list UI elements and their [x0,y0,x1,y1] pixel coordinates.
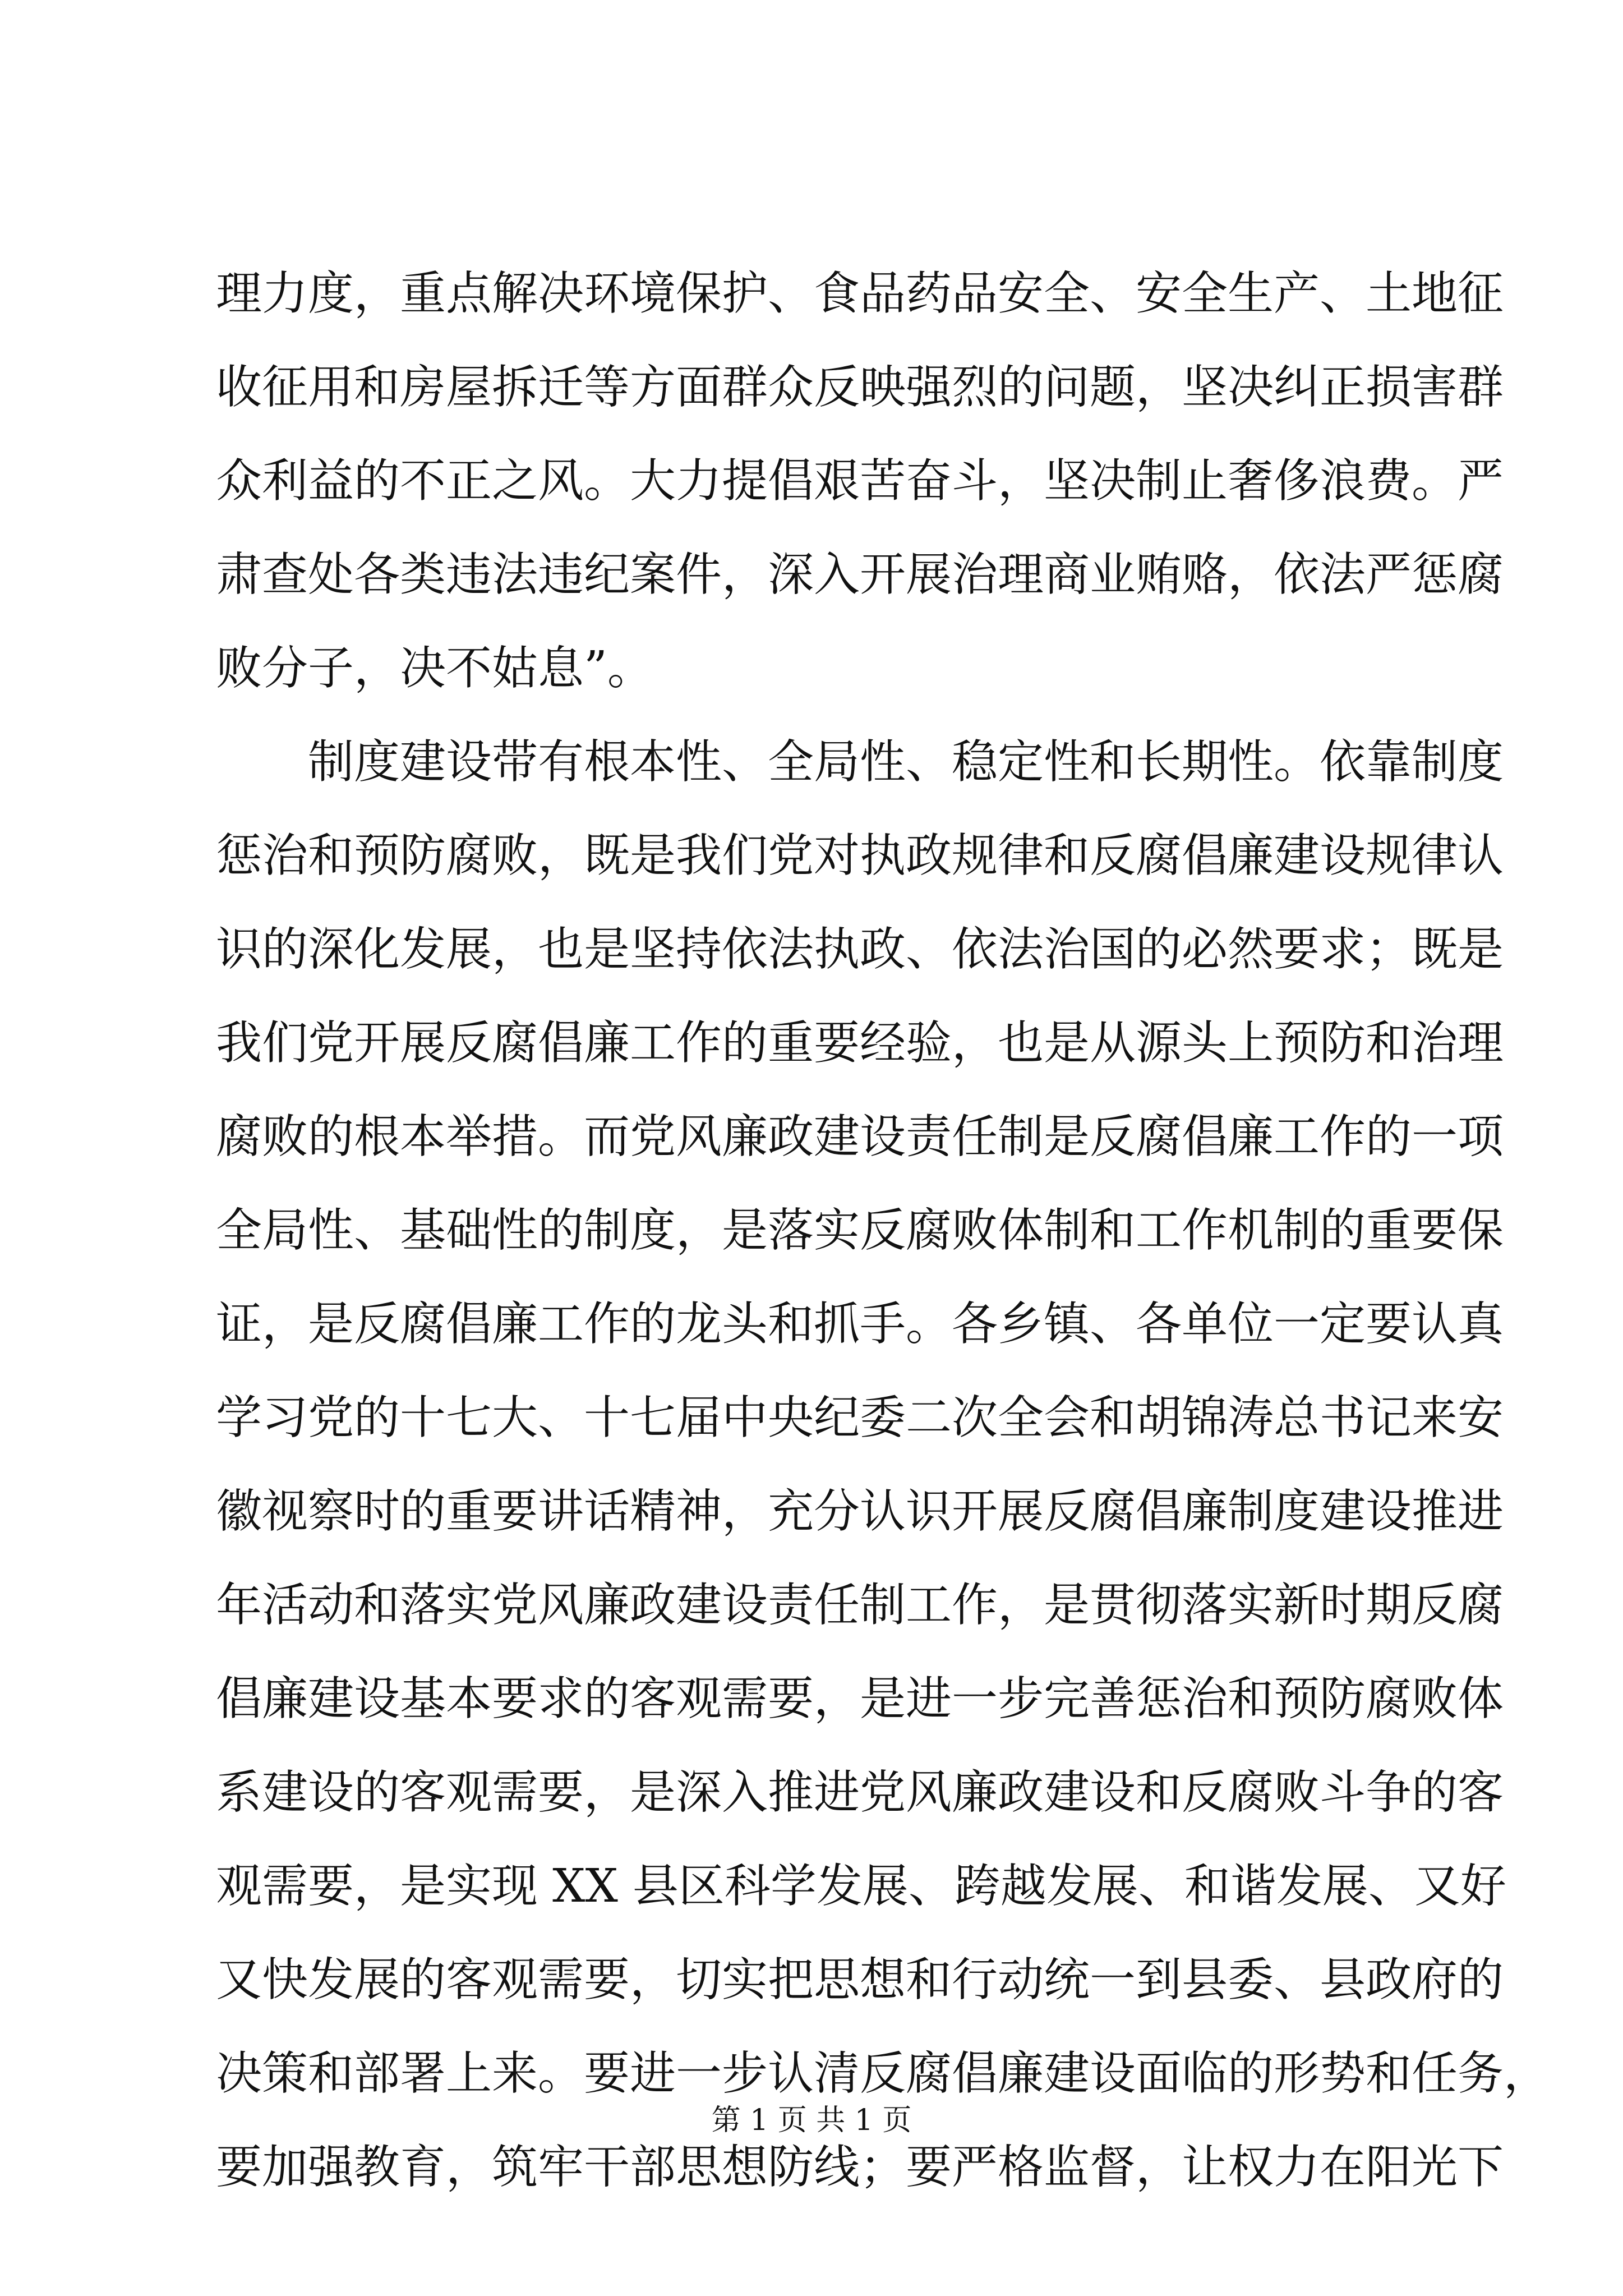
text-line: 肃查处各类违法违纪案件，深入开展治理商业贿赂，依法严惩腐 [216,548,1504,601]
text-line-paragraph-end: 败分子，决不姑息”。 [216,642,653,695]
text-line: 决策和部署上来。要进一步认清反腐倡廉建设面临的形势和任务， [216,2047,1550,2100]
text-line: 理力度，重点解决环境保护、食品药品安全、安全生产、土地征 [216,267,1504,320]
text-line: 又快发展的客观需要，切实把思想和行动统一到县委、县政府的 [216,1953,1504,2007]
page-number-label: 第 1 页 共 1 页 [711,2104,912,2137]
text-line: 年活动和落实党风廉政建设责任制工作，是贯彻落实新时期反腐 [216,1579,1504,1632]
text-line: 收征用和房屋拆迁等方面群众反映强烈的问题，坚决纠正损害群 [216,361,1504,414]
text-line: 要加强教育，筑牢干部思想防线；要严格监督，让权力在阳光下 [216,2141,1504,2194]
text-line: 识的深化发展，也是坚持依法执政、依法治国的必然要求；既是 [216,923,1504,976]
text-line: 学习党的十七大、十七届中央纪委二次全会和胡锦涛总书记来安 [216,1391,1504,1444]
text-line: 倡廉建设基本要求的客观需要，是进一步完善惩治和预防腐败体 [216,1672,1504,1726]
body-text [216,247,1550,2214]
text-line: 徽视察时的重要讲话精神，充分认识开展反腐倡廉制度建设推进 [216,1485,1504,1538]
text-line: 证，是反腐倡廉工作的龙头和抓手。各乡镇、各单位一定要认真 [216,1297,1504,1351]
text-line: 系建设的客观需要，是深入推进党风廉政建设和反腐败斗争的客 [216,1766,1504,1819]
text-line: 腐败的根本举措。而党风廉政建设责任制是反腐倡廉工作的一项 [216,1110,1504,1163]
text-line-paragraph-start: 制度建设带有根本性、全局性、稳定性和长期性。依靠制度 [308,735,1504,789]
text-line: 惩治和预防腐败，既是我们党对执政规律和反腐倡廉建设规律认 [216,829,1504,882]
page-footer [0,2101,1623,2140]
text-line: 全局性、基础性的制度，是落实反腐败体制和工作机制的重要保 [216,1204,1504,1257]
text-line: 我们党开展反腐倡廉工作的重要经验，也是从源头上预防和治理 [216,1016,1504,1070]
text-line: 众利益的不正之风。大力提倡艰苦奋斗，坚决制止奢侈浪费。严 [216,454,1504,508]
text-line: 观需要，是实现 XX 县区科学发展、跨越发展、和谐发展、又好 [216,1860,1506,1913]
